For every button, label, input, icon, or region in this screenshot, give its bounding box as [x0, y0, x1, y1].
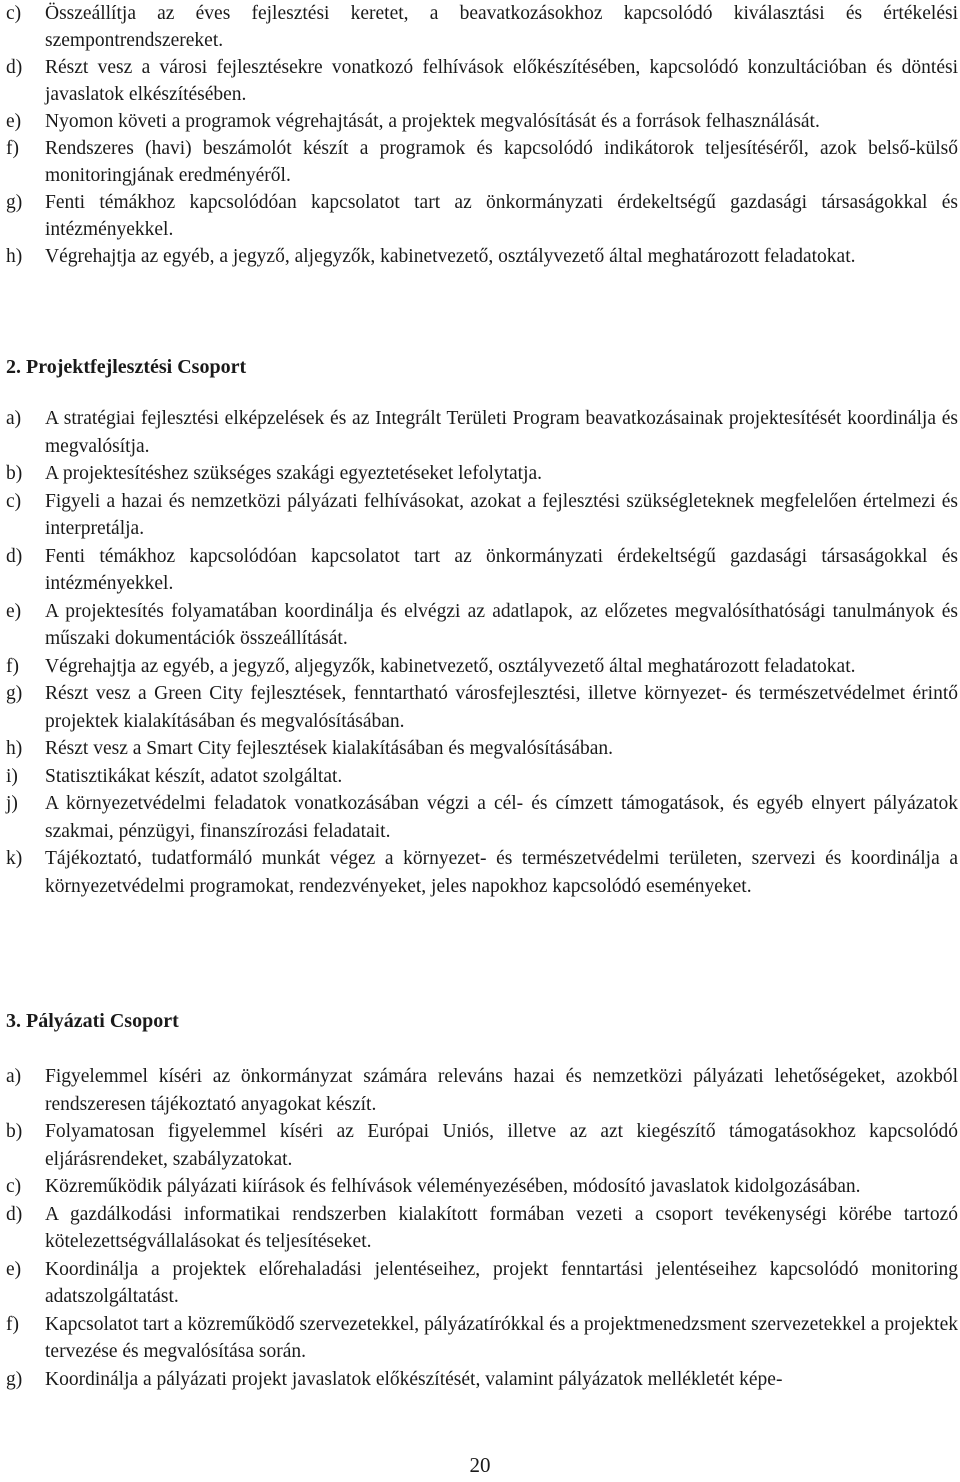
list-item [0, 1256, 960, 1311]
list-item-text: Rendszeres (havi) beszámolót készít a programok és kapcsolódó indikátorok teljesítéséről, azok belső-külső monitoringjának eredményéről. [45, 138, 958, 186]
list-item [0, 680, 960, 735]
list-marker: g) [6, 192, 23, 213]
list-item [0, 543, 960, 598]
task-list-section-2 [0, 405, 960, 900]
list-item-text: Koordinálja a projektek előrehaladási jelentéseihez, projekt fenntartási jelentéseihez kapcsolódó monitoring adatszolgáltatást. [45, 1258, 958, 1307]
list-marker: e) [6, 600, 22, 622]
list-item [0, 1366, 960, 1394]
list-item-text: Figyelemmel kíséri az önkormányzat számára releváns hazai és nemzetközi pályázati lehetőségeket, azokból rendszeresen tájékoztató anyagokat készít. [45, 1066, 958, 1115]
list-item-text: Fenti témákhoz kapcsolódóan kapcsolatot tart az önkormányzati érdekeltségű gazdasági társaságokkal és intézményekkel. [45, 192, 958, 240]
list-item [0, 135, 960, 189]
section-heading-palyazati: 3. Pályázati Csoport [6, 1010, 179, 1032]
list-item [0, 1173, 960, 1201]
list-item-text: Összeállítja az éves fejlesztési keretet, a beavatkozásokhoz kapcsolódó kiválasztási és értékelési szempontrendszereket. [45, 3, 958, 51]
list-marker: h) [6, 738, 23, 759]
list-item-text: Részt vesz a városi fejlesztésekre vonatkozó felhívások előkészítésében, kapcsolódó konzultációban és döntési javaslatok elkészítésében. [45, 57, 958, 105]
list-item [0, 1063, 960, 1118]
list-item-text: A projektesítéshez szükséges szakági egyeztetéseket lefolytatja. [45, 463, 543, 484]
list-marker: f) [6, 655, 19, 677]
list-item [0, 243, 960, 270]
list-item-text: A környezetvédelmi feladatok vonatkozásában végzi a cél- és címzett támogatások, és egyéb elnyert pályázatok szakmai, pénzügyi, finanszírozási feladatait. [45, 793, 958, 842]
list-item-text: A projektesítés folyamatában koordinálja és elvégzi az adatlapok, az előzetes megvalósíthatósági tanulmányok és műszaki dokumentációk összeállítását. [45, 600, 958, 649]
list-marker: d) [6, 57, 23, 78]
list-item-text: Végrehajtja az egyéb, a jegyző, aljegyzők, kabinetvezető, osztályvezető által meghatározott feladatokat. [45, 246, 856, 267]
section-heading-projektfejlesztesi: 2. Projektfejlesztési Csoport [6, 356, 247, 378]
list-item-text: Koordinálja a pályázati projekt javaslatok előkészítését, valamint pályázatok mellékletét képe- [45, 1368, 783, 1390]
list-marker: i) [6, 765, 18, 787]
list-marker: b) [6, 463, 23, 484]
list-marker: h) [6, 246, 23, 267]
list-marker: g) [6, 1368, 23, 1390]
list-item-text: Közreműködik pályázati kiírások és felhívások véleményezésében, módosító javaslatok kidolgozásában. [45, 1176, 861, 1197]
list-item-text: Végrehajtja az egyéb, a jegyző, aljegyzők, kabinetvezető, osztályvezető által meghatározott feladatokat. [45, 655, 856, 677]
list-item [0, 845, 960, 900]
list-item [0, 108, 960, 135]
list-item [0, 735, 960, 763]
list-item-text: Kapcsolatot tart a közreműködő szervezetekkel, pályázatírókkal és a projektmenedzsment szervezetekkel a projektek tervezése és megvalósítása során. [45, 1313, 958, 1362]
list-marker: g) [6, 683, 23, 704]
list-marker: c) [6, 490, 22, 512]
list-item-text: Tájékoztató, tudatformáló munkát végez a környezet- és természetvédelmi területen, szervezi és koordinálja a környezetvédelmi programokat, rendezvényeket, jeles napokhoz kapcsolódó eseményeket. [45, 848, 958, 897]
task-list-section-3 [0, 1063, 960, 1393]
list-marker: a) [6, 408, 22, 429]
list-item-text: Fenti témákhoz kapcsolódóan kapcsolatot tart az önkormányzati érdekeltségű gazdasági társaságokkal és intézményekkel. [45, 545, 958, 594]
list-item [0, 405, 960, 460]
list-item-text: Nyomon követi a programok végrehajtását, a projektek megvalósítását és a források felhasználását. [45, 111, 820, 132]
list-marker: d) [6, 1203, 23, 1225]
list-marker: c) [6, 3, 22, 24]
list-item [0, 460, 960, 488]
list-marker: e) [6, 1258, 22, 1280]
list-marker: b) [6, 1121, 23, 1142]
list-item-text: Részt vesz a Green City fejlesztések, fenntartható városfejlesztési, illetve környezet- és természetvédelmet érintő projektek kialakításában és megvalósításában. [45, 683, 958, 732]
list-item-text: A gazdálkodási informatikai rendszerben kialakított formában vezeti a csoport tevékenységi körébe tartozó kötelezettségvállalásokat és teljesítéseket. [45, 1203, 958, 1252]
list-item [0, 1201, 960, 1256]
list-marker: c) [6, 1176, 22, 1197]
list-marker: e) [6, 111, 22, 132]
list-item-text: A stratégiai fejlesztési elképzelések és az Integrált Területi Program beavatkozásainak projektesítését koordinálja és megvalósítja. [45, 408, 958, 457]
list-marker: d) [6, 545, 23, 567]
list-item [0, 790, 960, 845]
list-item [0, 54, 960, 108]
task-list-section-1 [0, 0, 960, 270]
list-marker: j) [6, 793, 18, 814]
list-item-text: Figyeli a hazai és nemzetközi pályázati felhívásokat, azokat a fejlesztési szükségleteknek megfelelően értelmezi és interpretálja. [45, 490, 958, 539]
list-item [0, 189, 960, 243]
list-marker: f) [6, 138, 19, 159]
list-item-text: Részt vesz a Smart City fejlesztések kialakításában és megvalósításában. [45, 738, 614, 759]
list-item-text: Folyamatosan figyelemmel kíséri az Európai Uniós, illetve az azt kiegészítő támogatásokhoz kapcsolódó eljárásrendeket, szabályzatokat. [45, 1121, 958, 1170]
list-item [0, 598, 960, 653]
list-item [0, 1118, 960, 1173]
list-marker: k) [6, 848, 23, 869]
list-item [0, 1311, 960, 1366]
list-item [0, 653, 960, 681]
list-item [0, 488, 960, 543]
list-item [0, 0, 960, 54]
page-number: 20 [469, 1453, 491, 1477]
list-marker: a) [6, 1066, 22, 1087]
list-marker: f) [6, 1313, 19, 1335]
list-item [0, 763, 960, 791]
list-item-text: Statisztikákat készít, adatot szolgáltat. [45, 765, 343, 787]
